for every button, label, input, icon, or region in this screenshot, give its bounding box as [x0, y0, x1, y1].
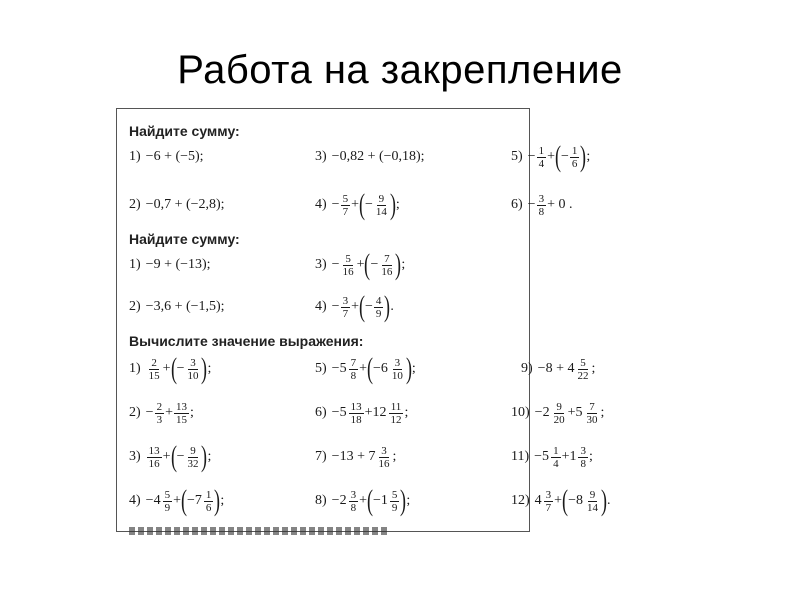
exercise-number: 3) — [315, 257, 327, 272]
fraction-denominator: 9 — [375, 307, 382, 320]
fraction-numerator: 13 — [175, 400, 187, 413]
fraction — [551, 445, 561, 470]
fraction-numerator: 5 — [342, 192, 349, 205]
fraction-denominator: 3 — [156, 413, 163, 426]
fraction-denominator: 9 — [164, 501, 171, 514]
exercise-item: 4) − $\frac{3}{7}$ + ( − $\frac{4}{9}$ ) . — [315, 290, 394, 323]
fraction — [155, 401, 165, 426]
fraction-numerator: 9 — [378, 192, 385, 205]
exercise-number: 3) — [129, 449, 141, 464]
exercise-number: 7) — [315, 449, 327, 464]
fraction-denominator: 10 — [391, 369, 403, 382]
whole-part: −2 — [331, 493, 347, 508]
fraction-numerator: 3 — [190, 356, 196, 369]
whole-part: −5 — [534, 449, 550, 464]
fraction — [341, 193, 351, 218]
exercise-item: 4) −4 $\frac{5}{9}$ + ( −7 $\frac{1}{6}$ ) ; — [129, 484, 225, 517]
fraction-numerator: 13 — [148, 444, 160, 457]
fraction — [390, 357, 405, 382]
fraction-numerator: 5 — [391, 488, 398, 501]
exercise-item — [129, 185, 225, 225]
fraction — [544, 489, 554, 514]
fraction — [163, 489, 173, 514]
fraction-denominator: 6 — [571, 157, 578, 170]
fraction-denominator: 7 — [342, 205, 349, 218]
parenthesis: ) — [201, 352, 208, 385]
parenthesis: ) — [214, 484, 221, 517]
fraction-denominator: 22 — [577, 369, 589, 382]
exercise-number: 5) — [511, 149, 523, 164]
exercise-number: 12) — [511, 493, 530, 508]
fraction-denominator: 16 — [342, 265, 354, 278]
fraction-denominator: 20 — [553, 413, 565, 426]
exercise-item: 4) − $\frac{5}{7}$ + ( − $\frac{9}{14}$ ) ; — [315, 188, 400, 221]
fraction — [349, 357, 359, 382]
exercise-number: 5) — [315, 361, 327, 376]
section-header: Вычислите значение выражения: — [129, 333, 364, 349]
exercise-number: 3) — [315, 149, 327, 164]
fraction-numerator: 2 — [156, 400, 163, 413]
exercise-number: 2) — [129, 299, 141, 314]
exercise-item — [129, 245, 211, 285]
whole-part: −1 — [372, 493, 388, 508]
parenthesis: ( — [364, 248, 371, 281]
exercise-item: 3) $\frac{13}{16}$ + ( − $\frac{9}{32}$ ) ; — [129, 440, 212, 473]
fraction-denominator: 9 — [391, 501, 398, 514]
cropped-text-line — [129, 527, 389, 535]
fraction-numerator: 1 — [553, 444, 559, 457]
fraction-denominator: 4 — [553, 457, 559, 470]
whole-part: −8 — [568, 493, 583, 508]
parenthesis: ) — [384, 290, 391, 323]
fraction-numerator: 1 — [571, 144, 578, 157]
fraction-numerator: 3 — [545, 488, 552, 501]
fraction-denominator: 16 — [148, 457, 160, 470]
parenthesis: ( — [554, 140, 561, 173]
whole-part: 5 — [575, 405, 583, 420]
fraction-denominator: 6 — [205, 501, 212, 514]
fraction-denominator: 16 — [381, 265, 393, 278]
fraction — [537, 193, 547, 218]
fraction — [376, 445, 391, 470]
exercise-item: 5) −5 $\frac{7}{8}$ + ( −6 $\frac{3}{10}$ ) ; — [315, 352, 416, 385]
expression-text: −9 + (−13); — [145, 257, 211, 272]
fraction-numerator: 1 — [205, 488, 212, 501]
exercise-number: 1) — [129, 361, 141, 376]
fraction-denominator: 8 — [538, 205, 545, 218]
fraction — [552, 401, 567, 426]
expression-text: −13 + 7 — [331, 449, 376, 464]
expression-text: −8 + 4 — [537, 361, 575, 376]
fraction-numerator: 3 — [342, 294, 349, 307]
fraction-numerator: 4 — [375, 294, 382, 307]
fraction — [204, 489, 214, 514]
fraction-numerator: 2 — [151, 356, 157, 369]
parenthesis: ( — [180, 484, 187, 517]
parenthesis: ( — [366, 484, 373, 517]
fraction-numerator: 11 — [390, 400, 402, 413]
whole-part: −6 — [372, 361, 388, 376]
whole-part: 1 — [569, 449, 577, 464]
section-header: Найдите сумму: — [129, 123, 240, 139]
exercise-number: 1) — [129, 149, 141, 164]
exercise-number: 4) — [315, 197, 327, 212]
exercise-item: 1) $\frac{2}{15}$ + ( − $\frac{3}{10}$ ) ; — [129, 352, 212, 385]
parenthesis: ) — [405, 352, 412, 385]
expression-text: −0,82 + (−0,18); — [331, 149, 425, 164]
parenthesis: ( — [170, 352, 177, 385]
exercise-number: 11) — [511, 449, 530, 464]
fraction-numerator: 13 — [350, 400, 362, 413]
exercise-item: 10) −2 $\frac{9}{20}$ + 5 $\frac{7}{30}$ ; — [511, 400, 605, 426]
fraction-denominator: 16 — [378, 457, 390, 470]
parenthesis: ( — [358, 188, 365, 221]
exercise-scan — [116, 108, 611, 532]
fraction-numerator: 3 — [538, 192, 545, 205]
fraction — [390, 489, 400, 514]
exercise-item — [315, 137, 425, 177]
exercise-item: 2) − $\frac{2}{3}$ + $\frac{13}{15}$ ; — [129, 400, 194, 426]
parenthesis: ) — [201, 440, 208, 473]
exercise-item — [129, 287, 225, 327]
fraction — [374, 193, 389, 218]
fraction-denominator: 15 — [175, 413, 187, 426]
exercise-number: 4) — [129, 493, 141, 508]
fraction — [174, 401, 189, 426]
fraction — [570, 145, 580, 170]
parenthesis: ) — [389, 188, 396, 221]
slide-title: Работа на закрепление — [177, 48, 623, 92]
exercise-item: 3) − $\frac{5}{16}$ + ( − $\frac{7}{16}$ ) ; — [315, 248, 406, 281]
exercise-item: 6) −5 $\frac{13}{18}$ + 12 $\frac{11}{12}$ ; — [315, 400, 409, 426]
fraction-denominator: 32 — [187, 457, 199, 470]
whole-part: 12 — [372, 405, 387, 420]
exercise-number: 4) — [315, 299, 327, 314]
exercise-number: 6) — [511, 197, 523, 212]
fraction-denominator: 8 — [580, 457, 586, 470]
fraction — [379, 253, 394, 278]
parenthesis: ) — [600, 484, 607, 517]
parenthesis: ( — [170, 440, 177, 473]
exercise-number: 10) — [511, 405, 530, 420]
fraction-denominator: 7 — [342, 307, 349, 320]
exercise-number: 9) — [521, 361, 533, 376]
fraction-denominator: 10 — [187, 369, 199, 382]
fraction — [341, 253, 356, 278]
fraction-numerator: 5 — [164, 488, 171, 501]
expression-text: −0,7 + (−2,8); — [145, 197, 225, 212]
fraction-denominator: 30 — [586, 413, 598, 426]
exercise-item: 9) −8 + 4 $\frac{5}{22}$ ; — [521, 356, 596, 382]
exercise-item: 7) −13 + 7 $\frac{3}{16}$ ; — [315, 444, 397, 470]
parenthesis: ( — [366, 352, 373, 385]
fraction — [185, 357, 200, 382]
parenthesis: ( — [358, 290, 365, 323]
fraction-denominator: 14 — [586, 501, 598, 514]
parenthesis: ) — [580, 140, 587, 173]
fraction-denominator: 15 — [148, 369, 160, 382]
fraction — [374, 295, 384, 320]
fraction — [537, 145, 547, 170]
exercise-number: 6) — [315, 405, 327, 420]
fraction-numerator: 9 — [556, 400, 562, 413]
exercise-number: 1) — [129, 257, 141, 272]
expression-text: −6 + (−5); — [145, 149, 204, 164]
fraction — [185, 445, 200, 470]
fraction-denominator: 7 — [545, 501, 552, 514]
fraction-numerator: 7 — [384, 252, 390, 265]
exercise-item: 11) −5 $\frac{1}{4}$ + 1 $\frac{3}{8}$ ; — [511, 444, 593, 470]
whole-part: −7 — [186, 493, 202, 508]
whole-part: −5 — [331, 405, 347, 420]
fraction — [388, 401, 403, 426]
fraction — [341, 295, 351, 320]
fraction — [349, 401, 364, 426]
fraction-numerator: 3 — [381, 444, 387, 457]
whole-part: −4 — [145, 493, 161, 508]
expression-text: + 0 . — [547, 197, 573, 212]
parenthesis: ) — [395, 248, 402, 281]
parenthesis: ) — [400, 484, 407, 517]
fraction — [349, 489, 359, 514]
fraction-numerator: 3 — [580, 444, 586, 457]
fraction — [585, 489, 600, 514]
exercise-number: 8) — [315, 493, 327, 508]
whole-part: −2 — [534, 405, 550, 420]
exercise-item: 5) − $\frac{1}{4}$ + ( − $\frac{1}{6}$ ) ; — [511, 140, 591, 173]
exercise-item: 8) −2 $\frac{3}{8}$ + ( −1 $\frac{5}{9}$ ) ; — [315, 484, 411, 517]
whole-part: 4 — [534, 493, 542, 508]
fraction-numerator: 5 — [580, 356, 586, 369]
fraction-denominator: 4 — [538, 157, 545, 170]
fraction-denominator: 8 — [350, 501, 357, 514]
fraction-numerator: 9 — [589, 488, 596, 501]
fraction — [578, 445, 588, 470]
exercise-item — [129, 137, 204, 177]
fraction — [575, 357, 590, 382]
fraction-numerator: 7 — [350, 356, 357, 369]
fraction — [147, 357, 162, 382]
fraction-numerator: 3 — [394, 356, 401, 369]
fraction-denominator: 8 — [350, 369, 357, 382]
whole-part: −5 — [331, 361, 347, 376]
fraction-denominator: 14 — [375, 205, 387, 218]
fraction-denominator: 18 — [350, 413, 362, 426]
exercise-number: 2) — [129, 405, 141, 420]
expression-text: −3,6 + (−1,5); — [145, 299, 225, 314]
fraction-numerator: 5 — [345, 252, 351, 265]
fraction-numerator: 1 — [538, 144, 545, 157]
fraction-numerator: 7 — [589, 400, 595, 413]
exercise-item: 12) 4 $\frac{3}{7}$ + ( −8 $\frac{9}{14}$ ) . — [511, 484, 611, 517]
fraction-denominator: 12 — [390, 413, 402, 426]
exercise-item: 6) − $\frac{3}{8}$ + 0 . — [511, 192, 573, 218]
fraction-numerator: 3 — [350, 488, 357, 501]
section-header: Найдите сумму: — [129, 231, 240, 247]
fraction — [584, 401, 599, 426]
parenthesis: ( — [562, 484, 569, 517]
exercise-number: 2) — [129, 197, 141, 212]
fraction — [147, 445, 162, 470]
fraction-numerator: 9 — [190, 444, 196, 457]
